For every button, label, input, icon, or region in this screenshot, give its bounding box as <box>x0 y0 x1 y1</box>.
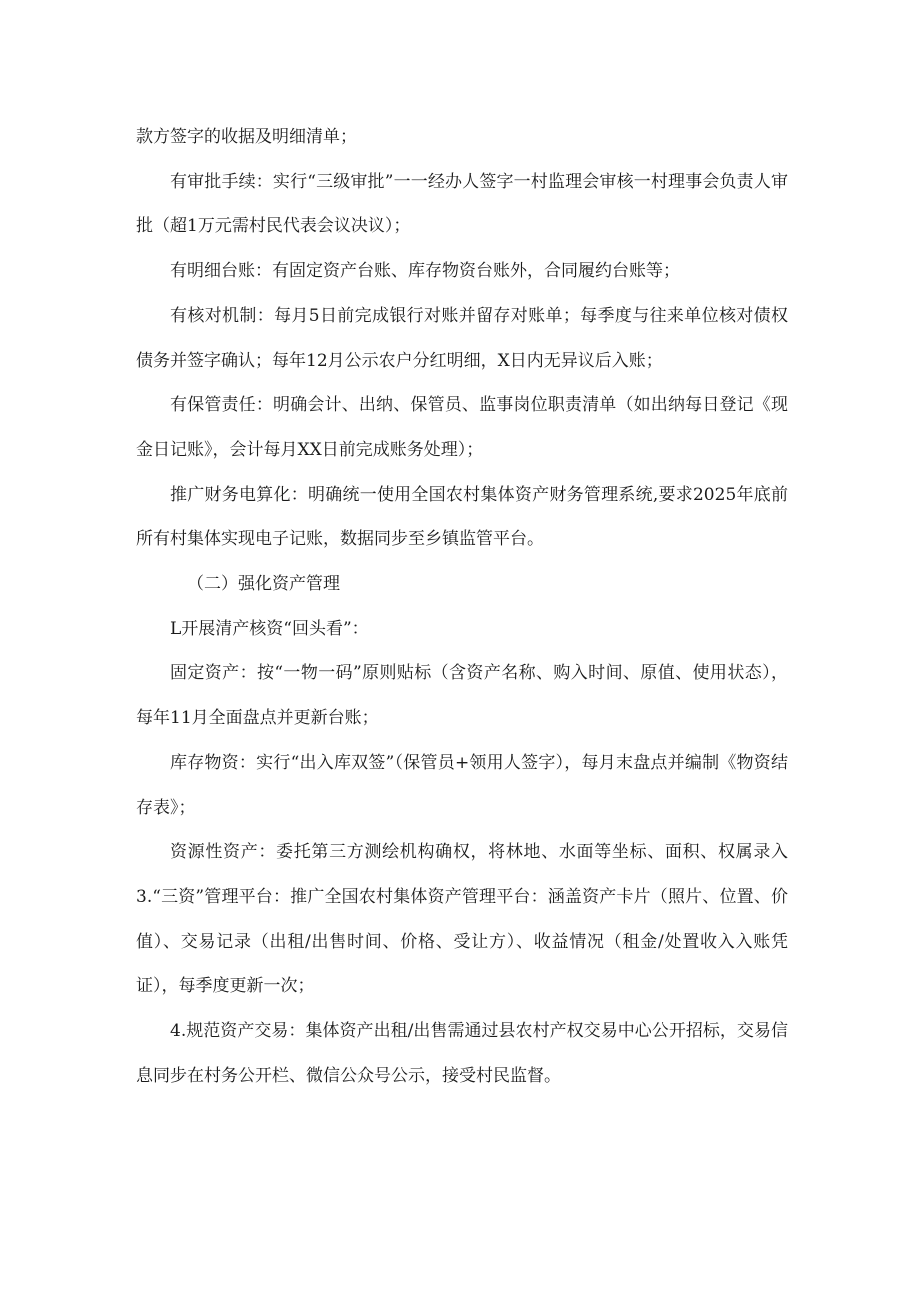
paragraph-approval: 有审批手续：实行“三级审批”一一经办人签字一村监理会审核一村理事会负责人审批（超1万元需村民代表会议决议）； <box>136 171 788 237</box>
paragraph-computerization: 推广财务电算化：明确统一使用全国农村集体资产财务管理系统,要求2025年底前所有村集体实现电子记账，数据同步至乡镇监管平台。 <box>136 484 788 550</box>
paragraph-reconciliation: 有核对机制：每月5日前完成银行对账并留存对账单；每季度与往来单位核对债权债务并签字确认；每年12月公示农户分红明细，X日内无异议后入账； <box>136 305 788 371</box>
paragraph-fixed-assets: 固定资产：按“一物一码”原则贴标（含资产名称、购入时间、原值、使用状态），每年11月全面盘点并更新台账； <box>136 663 788 729</box>
document-body <box>136 115 788 1098</box>
section-heading: （二）强化资产管理 <box>187 574 340 595</box>
paragraph-resource-assets: 资源性资产：委托第三方测绘机构确权，将林地、水面等坐标、面积、权属录入3.“三资”管理平台：推广全国农村集体资产管理平台：涵盖资产卡片（照片、位置、价值）、交易记录（出租/出售时间、价格、受让方）、收益情况（租金/处置收入入账凭证），每季度更新一次； <box>136 842 788 997</box>
paragraph-asset-trading: 4.规范资产交易：集体资产出租/出售需通过县农村产权交易中心公开招标，交易信息同步在村务公开栏、微信公众号公示，接受村民监督。 <box>136 1021 788 1086</box>
paragraph-ledger: 有明细台账：有固定资产台账、库存物资台账外，合同履约台账等； <box>170 261 680 282</box>
paragraph-asset-review: L开展清产核资“回头看”： <box>170 618 369 639</box>
paragraph-receipt-continuation: 款方签字的收据及明细清单； <box>136 127 357 147</box>
paragraph-inventory: 库存物资：实行“出入库双签”（保管员+领用人签字），每月末盘点并编制《物资结存表》； <box>136 752 788 818</box>
paragraph-custody: 有保管责任：明确会计、出纳、保管员、监事岗位职责清单（如出纳每日登记《现金日记账》，会计每月XX日前完成账务处理）； <box>136 395 788 460</box>
